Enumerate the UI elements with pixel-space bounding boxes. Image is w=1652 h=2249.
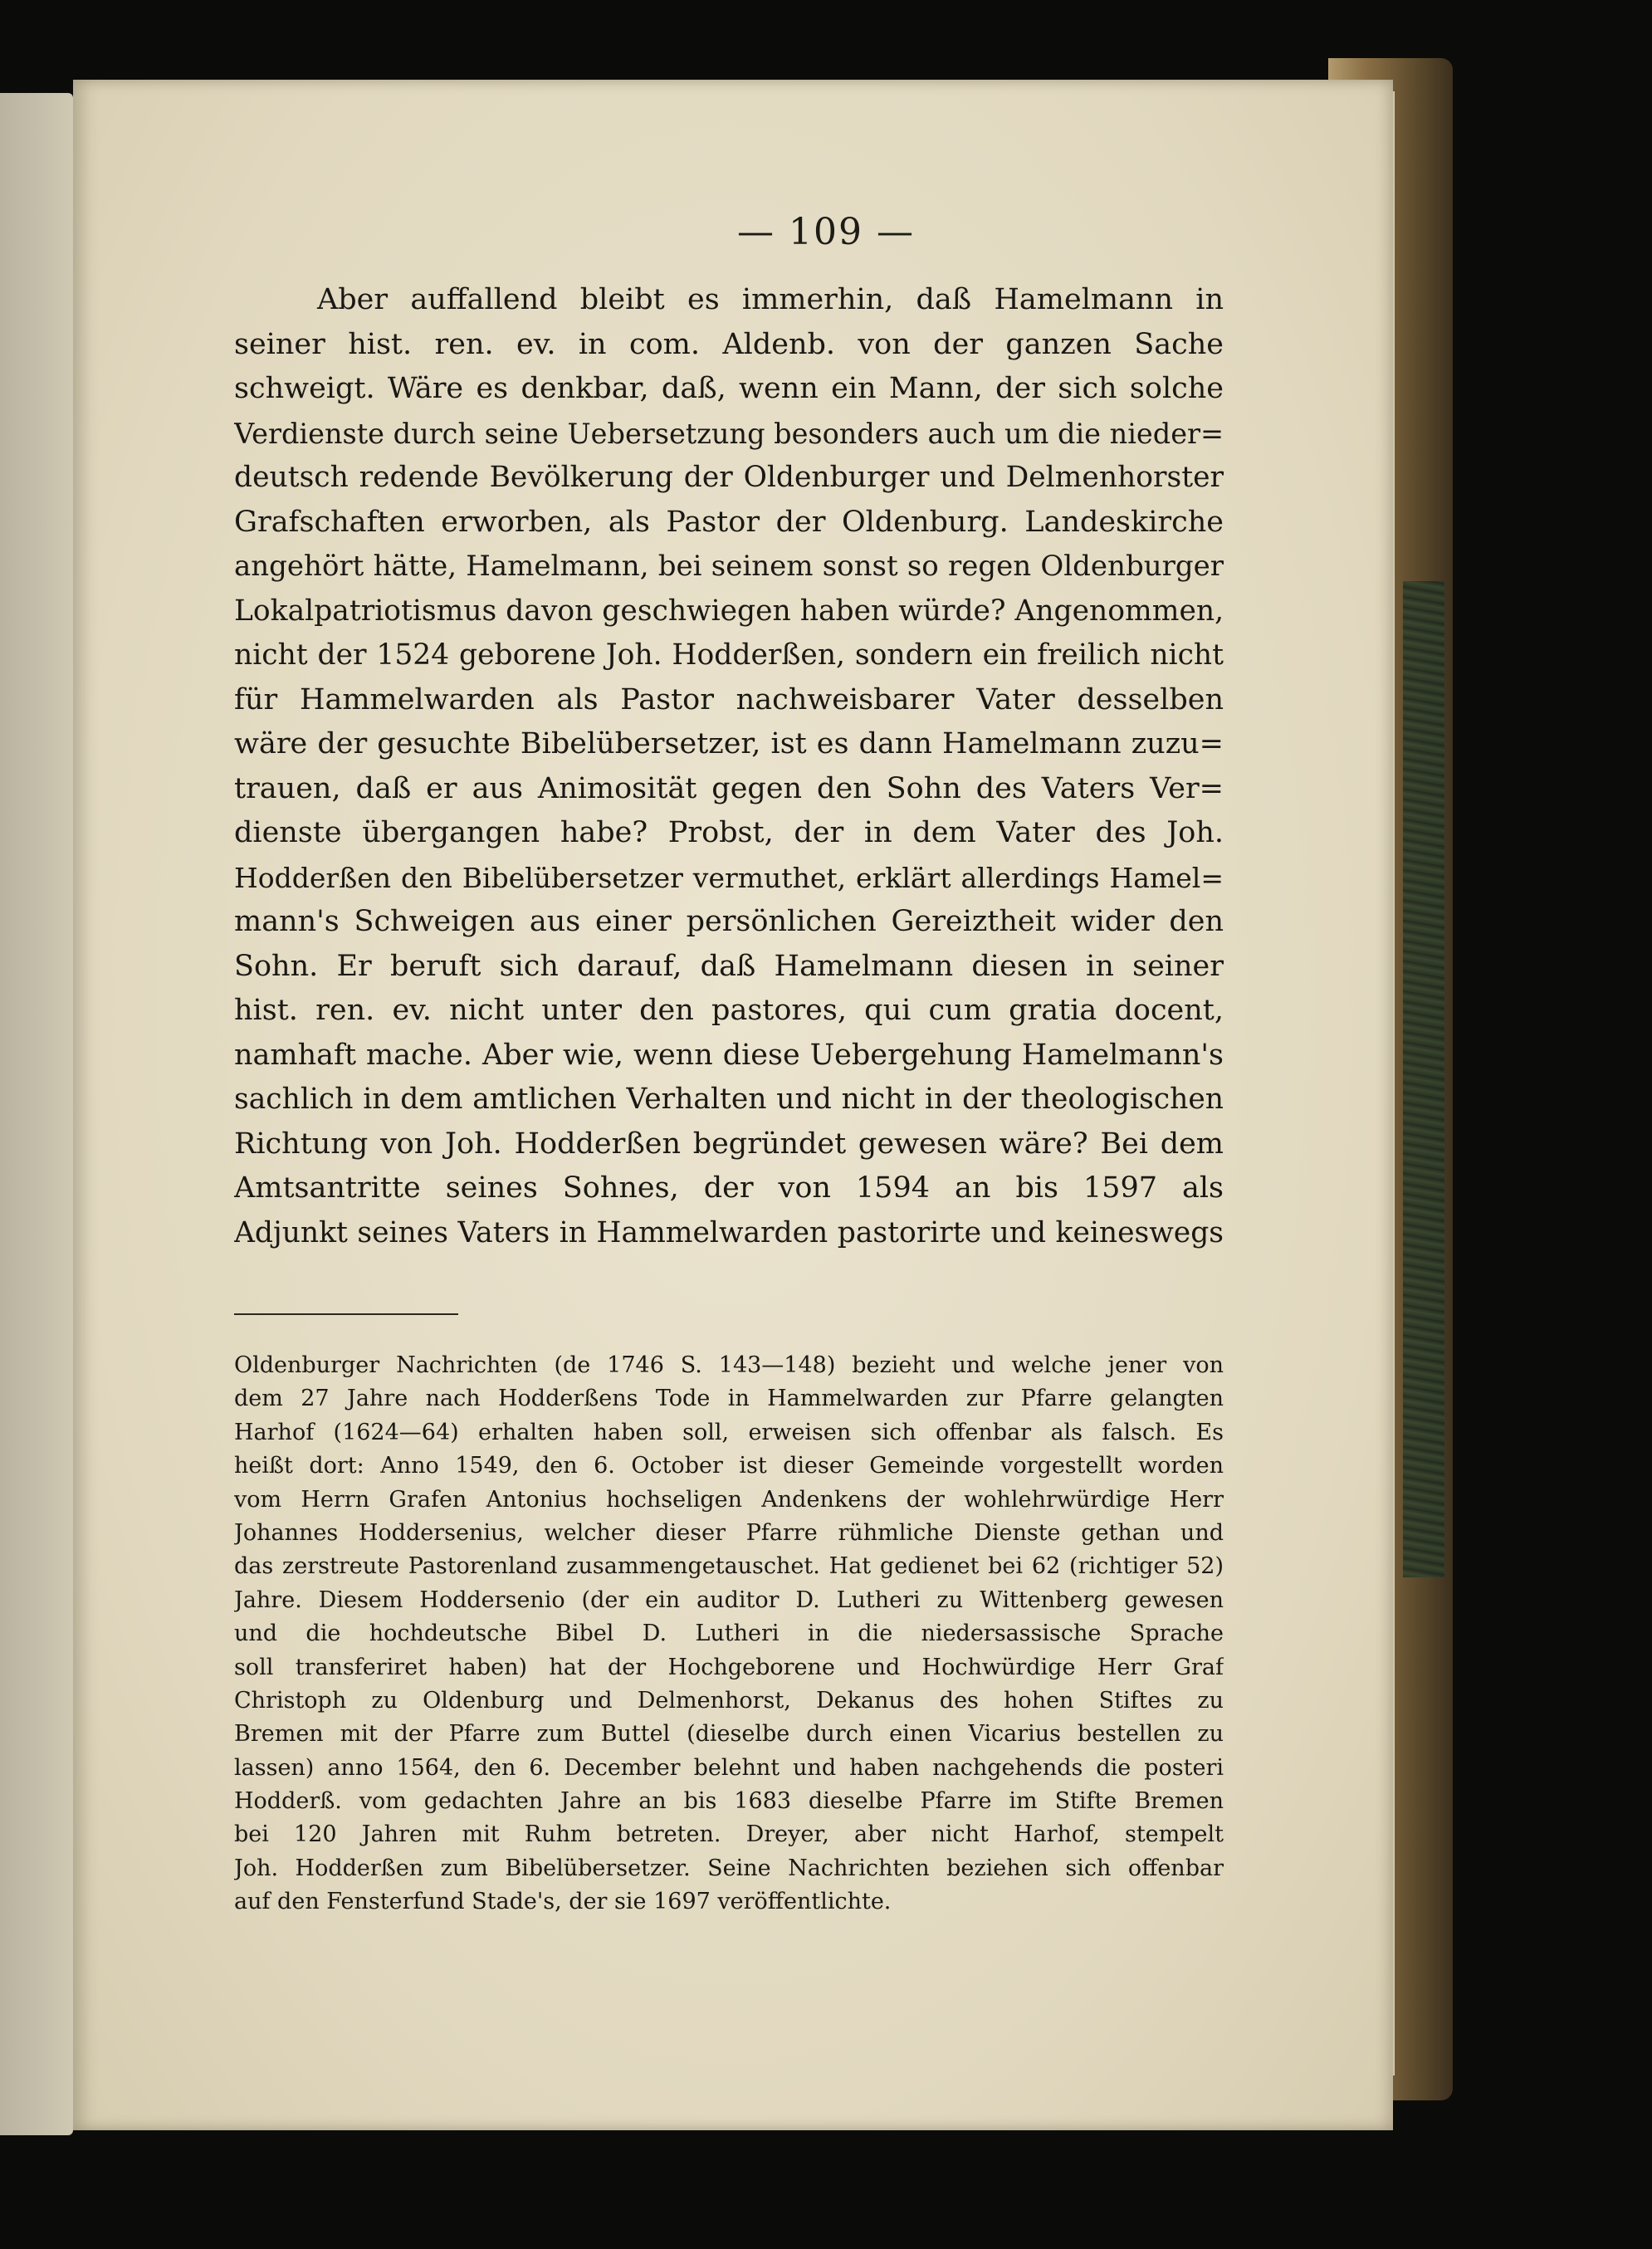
footnote-line: soll transferiret haben) hat der Hochgeborene und Hochwürdige Herr Graf [234,1654,1224,1680]
text-line: dienste übergangen habe? Probst, der in dem Vater des Joh. [234,816,1224,849]
binding-cloth [1403,581,1444,1577]
text-line: namhaft mache. Aber wie, wenn diese Uebergehung Hamelmann's [234,1038,1224,1072]
page-number: — 109 — [737,211,915,253]
text-line: seiner hist. ren. ev. in com. Aldenb. von der ganzen Sache [234,327,1224,361]
text-line: Hodderßen den Bibelübersetzer vermuthet, erklärt allerdings Hamel= [234,861,1224,894]
footnote-line: bei 120 Jahren mit Ruhm betreten. Dreyer, aber nicht Harhof, stempelt [234,1821,1224,1848]
footnote-line: Joh. Hodderßen zum Bibelübersetzer. Seine Nachrichten beziehen sich offenbar [234,1855,1224,1881]
text-line: Amtsantritte seines Sohnes, der von 1594 an bis 1597 als [234,1171,1224,1205]
text-line: Sohn. Er beruft sich darauf, daß Hamelmann diesen in seiner [234,949,1224,983]
footnote-line: Jahre. Diesem Hoddersenio (der ein auditor D. Lutheri zu Wittenberg gewesen [234,1587,1224,1613]
text-line: Verdienste durch seine Uebersetzung besonders auch um die nieder= [234,417,1224,450]
footnote-line: vom Herrn Grafen Antonius hochseligen Andenkens der wohlehrwürdige Herr [234,1486,1224,1513]
footnote-text [234,1349,1224,1919]
text-line: deutsch redende Bevölkerung der Oldenburger und Delmenhorster [234,461,1224,494]
footnote-line: lassen) anno 1564, den 6. December belehnt und haben nachgehends die posteri [234,1754,1224,1781]
text-line: schweigt. Wäre es denkbar, daß, wenn ein Mann, der sich solche [234,372,1224,405]
footnote-line: Hodderß. vom gedachten Jahre an bis 1683 dieselbe Pfarre im Stifte Bremen [234,1788,1224,1815]
footnote-line: und die hochdeutsche Bibel D. Lutheri in die niedersassische Sprache [234,1621,1224,1647]
text-line: mann's Schweigen aus einer persönlichen Gereiztheit wider den [234,905,1224,938]
footnote-line: Harhof (1624—64) erhalten haben soll, erweisen sich offenbar als falsch. Es [234,1419,1224,1445]
main-body-text [234,278,1224,1255]
text-line: Richtung von Joh. Hodderßen begründet gewesen wäre? Bei dem [234,1127,1224,1161]
text-line: Lokalpatriotismus davon geschwiegen haben würde? Angenommen, [234,594,1224,628]
text-line: Aber auffallend bleibt es immerhin, daß Hamelmann in [317,283,1224,316]
footnote-line: Johannes Hoddersenius, welcher dieser Pfarre rühmliche Dienste gethan und [234,1519,1224,1546]
footnote-divider [234,1313,458,1315]
footnote-line: heißt dort: Anno 1549, den 6. October ist dieser Gemeinde vorgestellt worden [234,1453,1224,1479]
text-line: Grafschaften erworben, als Pastor der Oldenburg. Landeskirche [234,505,1224,539]
text-line: angehört hätte, Hamelmann, bei seinem sonst so regen Oldenburger [234,550,1224,583]
text-line: für Hammelwarden als Pastor nachweisbarer Vater desselben [234,682,1224,716]
text-line: nicht der 1524 geborene Joh. Hodderßen, sondern ein freilich nicht [234,638,1224,672]
footnote-line: Bremen mit der Pfarre zum Buttel (dieselbe durch einen Vicarius bestellen zu [234,1721,1224,1748]
footnote-line: auf den Fensterfund Stade's, der sie 1697 veröffentlichte. [234,1889,892,1915]
footnote-line: das zerstreute Pastorenland zusammengetauschet. Hat gedienet bei 62 (richtiger 52) [234,1553,1224,1580]
footnote-line: Christoph zu Oldenburg und Delmenhorst, Dekanus des hohen Stiftes zu [234,1687,1224,1714]
text-line: sachlich in dem amtlichen Verhalten und nicht in der theologischen [234,1083,1224,1116]
left-page-edge [0,93,73,2135]
footnote-line: dem 27 Jahre nach Hodderßens Tode in Hammelwarden zur Pfarre gelangten [234,1386,1224,1412]
text-line: Adjunkt seines Vaters in Hammelwarden pastorirte und keineswegs [234,1215,1224,1249]
text-line: hist. ren. ev. nicht unter den pastores, qui cum gratia docent, [234,994,1224,1027]
footnote-line: Oldenburger Nachrichten (de 1746 S. 143—148) bezieht und welche jener von [234,1352,1224,1378]
text-line: wäre der gesuchte Bibelübersetzer, ist es dann Hamelmann zuzu= [234,727,1224,760]
text-line: trauen, daß er aus Animosität gegen den Sohn des Vaters Ver= [234,771,1224,805]
